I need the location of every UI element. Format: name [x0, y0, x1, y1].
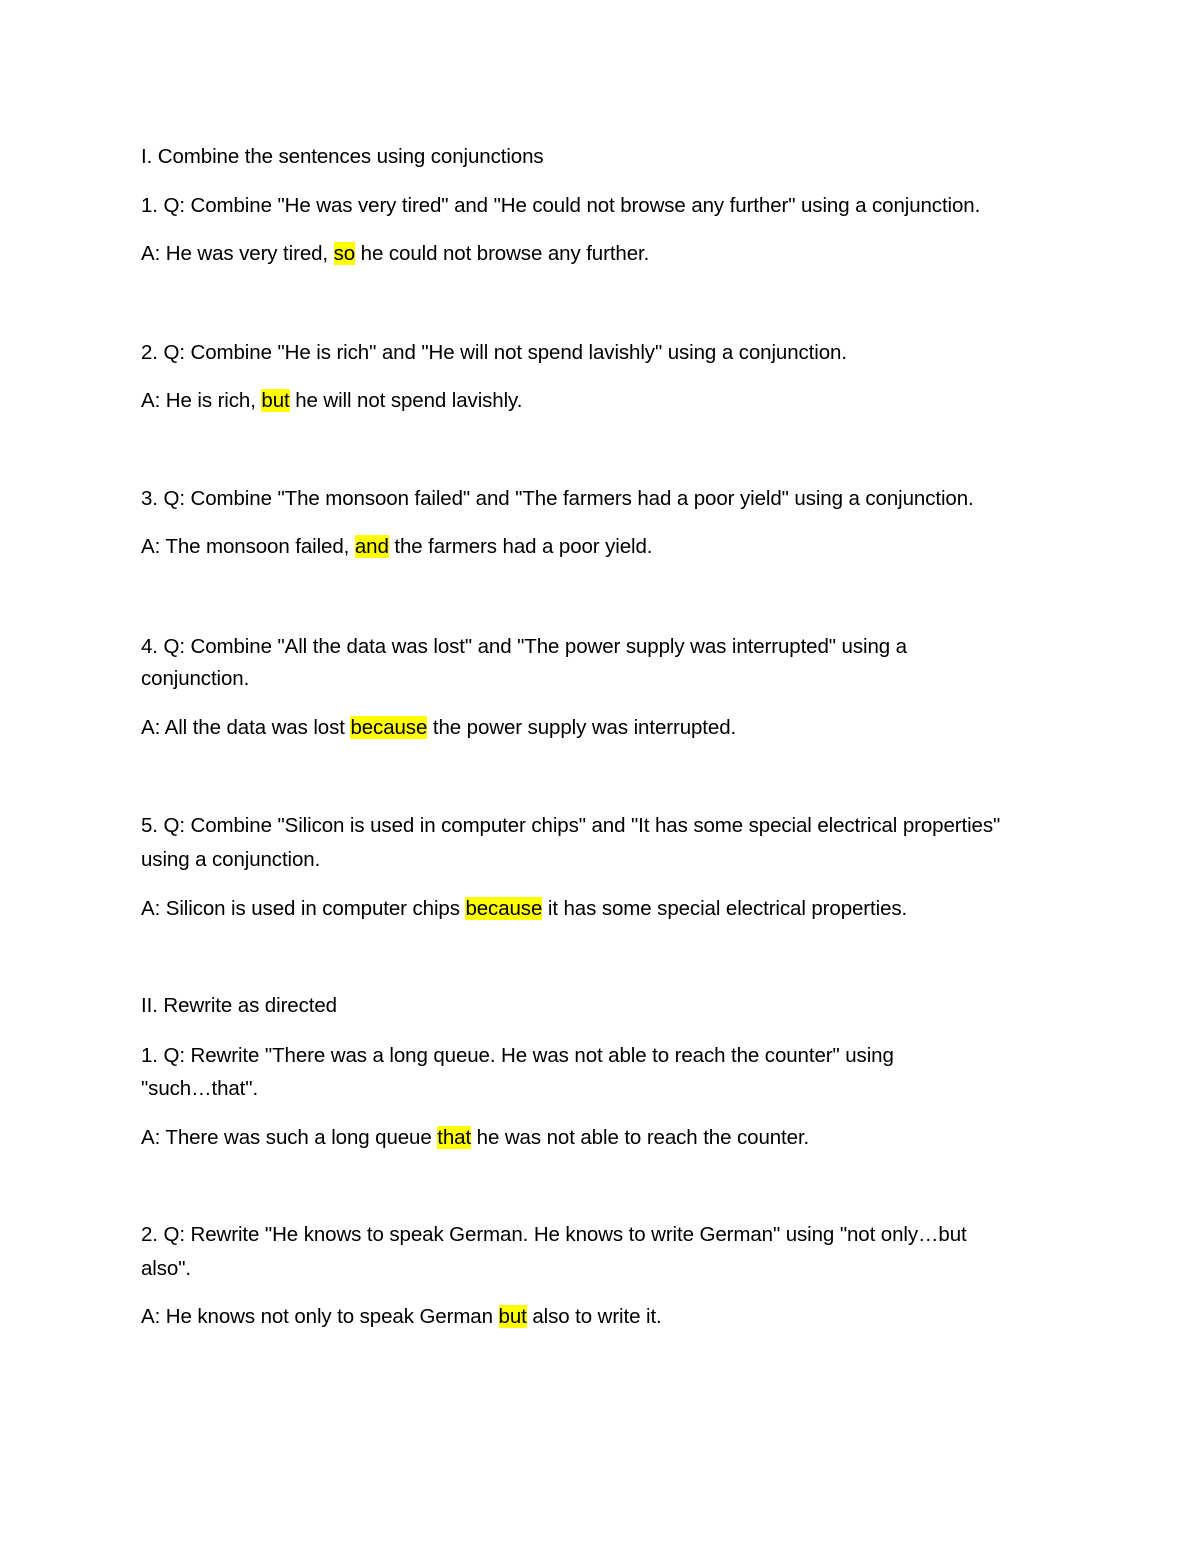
question-2-2-line-2: also". [141, 1257, 191, 1280]
answer-text-pre: A: Silicon is used in computer chips [141, 897, 466, 920]
answer-1-4 [141, 711, 1081, 744]
question-2-1-line-2: "such…that". [141, 1077, 259, 1100]
answer-text-pre: A: All the data was lost [141, 716, 351, 739]
answer-text-post: it has some special electrical properties. [542, 897, 908, 920]
highlighted-conjunction: but [498, 1305, 527, 1328]
answer-text-pre: A: The monsoon failed, [141, 535, 355, 558]
answer-text-post: he will not spend lavishly. [289, 389, 523, 412]
answer-1-2 [141, 384, 1081, 417]
answer-text-pre: A: He knows not only to speak German [141, 1305, 499, 1328]
answer-text-pre: A: There was such a long queue [141, 1126, 438, 1149]
question-2-1-line-1: 1. Q: Rewrite "There was a long queue. He was not able to reach the counter" using [141, 1044, 894, 1067]
answer-text-post: he could not browse any further. [355, 242, 650, 265]
highlighted-conjunction: because [350, 716, 428, 739]
answer-1-3 [141, 530, 1081, 563]
question-1-5-line-1: 5. Q: Combine "Silicon is used in computer chips" and "It has some special electrical properties" [141, 814, 1001, 837]
answer-2-2 [141, 1300, 1081, 1333]
question-1-4-line-2: conjunction. [141, 667, 250, 690]
question-1-1: 1. Q: Combine "He was very tired" and "He could not browse any further" using a conjunction. [141, 194, 981, 217]
answer-text-post: he was not able to reach the counter. [471, 1126, 810, 1149]
question-1-5-line-2: using a conjunction. [141, 848, 321, 871]
section-1-heading: I. Combine the sentences using conjunctions [141, 145, 544, 168]
answer-text-post: the farmers had a poor yield. [388, 535, 653, 558]
highlighted-conjunction: so [333, 242, 356, 265]
answer-1-5 [141, 892, 1081, 925]
answer-text-post: the power supply was interrupted. [427, 716, 737, 739]
answer-1-1 [141, 237, 1081, 270]
answer-text-pre: A: He was very tired, [141, 242, 334, 265]
answer-text-pre: A: He is rich, [141, 389, 262, 412]
question-1-2: 2. Q: Combine "He is rich" and "He will not spend lavishly" using a conjunction. [141, 341, 847, 364]
highlighted-conjunction: because [465, 897, 543, 920]
answer-2-1 [141, 1121, 1081, 1154]
highlighted-conjunction: but [261, 389, 290, 412]
answer-text-post: also to write it. [526, 1305, 662, 1328]
highlighted-conjunction: and [354, 535, 389, 558]
section-2-heading: II. Rewrite as directed [141, 994, 337, 1017]
highlighted-conjunction: that [437, 1126, 472, 1149]
question-2-2-line-1: 2. Q: Rewrite "He knows to speak German. He knows to write German" using "not only…but [141, 1223, 967, 1246]
question-1-4-line-1: 4. Q: Combine "All the data was lost" and "The power supply was interrupted" using a [141, 635, 907, 658]
question-1-3: 3. Q: Combine "The monsoon failed" and "The farmers had a poor yield" using a conjunction. [141, 487, 974, 510]
